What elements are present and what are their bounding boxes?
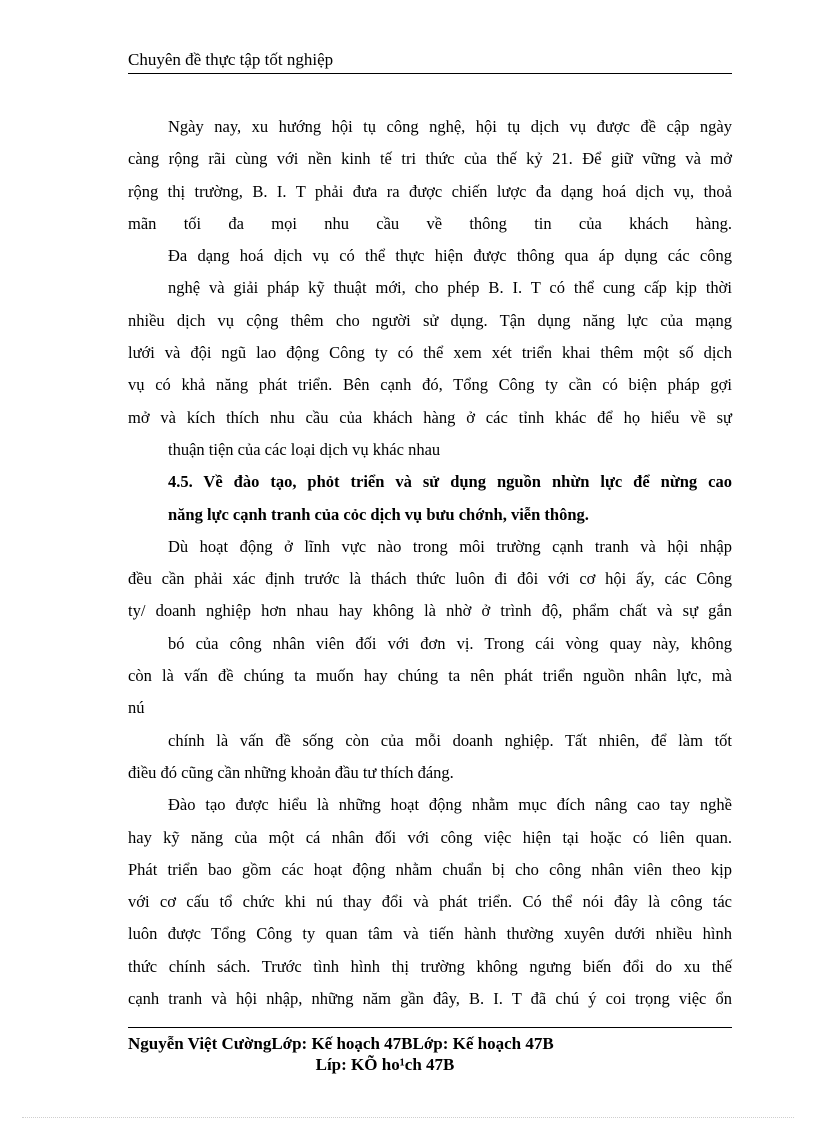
text-line: bó của công nhân viên đối với đơn vị. Trong cái vòng quay này, không xyxy=(168,633,732,653)
text-line: mở và kích thích nhu cầu của khách hàng ở các tỉnh khác để họ hiểu về sự xyxy=(128,407,732,427)
text-line: mãn tối đa mọi nhu cầu về thông tin của khách hàng. xyxy=(128,213,732,233)
text-line: càng rộng rãi cùng với nền kinh tế tri thức của thế kỷ 21. Để giữ vững và mở xyxy=(128,149,732,169)
text-line: còn là vấn đề chúng ta muốn hay chúng ta nên phát triển nguồn nhân lực, mà xyxy=(128,666,732,686)
page-header xyxy=(128,48,732,74)
text-line: lưới và đội ngũ lao động Công ty có thể xem xét triển khai thêm một số dịch xyxy=(128,343,732,363)
text-line: chính là vấn đề sống còn của mỗi doanh nghiệp. Tất nhiên, để làm tốt xyxy=(168,730,732,750)
section-heading: 4.5. Về đào tạo, phỏt triển và sử dụng nguồn nhừn lực để nừng cao xyxy=(168,472,732,492)
text-line: rộng thị trường, B. I. T phải đưa ra được chiến lược đa dạng hoá dịch vụ, thoả xyxy=(128,181,732,201)
text-line: Đào tạo được hiểu là những hoạt động nhằm mục đích nâng cao tay nghề xyxy=(168,795,732,815)
document-body xyxy=(128,111,732,1015)
text-line: nhiều dịch vụ cộng thêm cho người sử dụng. Tận dụng năng lực của mạng xyxy=(128,310,732,330)
text-line: nghệ và giải pháp kỹ thuật mới, cho phép B. I. T có thể cung cấp kịp thời xyxy=(168,278,732,298)
text-line: Phát triển bao gồm các hoạt động nhằm chuẩn bị cho công nhân viên theo kịp xyxy=(128,859,732,879)
footer-class-line: Líp: KÕ ho¹ch 47B xyxy=(315,1055,455,1074)
text-line: vụ có khả năng phát triển. Bên cạnh đó, Tổng Công ty cần có biện pháp gợi xyxy=(128,375,732,395)
page-footer xyxy=(128,1027,732,1075)
section-heading: năng lực cạnh tranh của cỏc dịch vụ bưu chớnh, viễn thông. xyxy=(168,504,589,524)
text-line: thuận tiện của các loại dịch vụ khác nhau xyxy=(168,439,441,459)
text-line: hay kỹ năng của một cá nhân đối với công việc hiện tại hoặc có liên quan. xyxy=(128,827,732,847)
text-line: luôn được Tổng Công ty quan tâm và tiến hành thường xuyên dưới nhiều hình xyxy=(128,924,732,944)
text-line: thức chính sách. Trước tình hình thị trường không ngưng biến đổi do xu thế xyxy=(128,956,732,976)
header-title: Chuyên đề thực tập tốt nghiệp xyxy=(128,50,334,69)
text-line: với cơ cấu tổ chức khi nú thay đổi và phát triển. Có thể nói đây là công tác xyxy=(128,892,732,912)
text-line: cạnh tranh và hội nhập, những năm gần đây, B. I. T đã chú ý coi trọng việc ổn xyxy=(128,989,732,1009)
text-line: nú xyxy=(128,698,145,718)
text-line: đều cần phải xác định trước là thách thức luôn đi đôi với cơ hội ấy, các Công xyxy=(128,569,732,589)
text-line: Dù hoạt động ở lĩnh vực nào trong môi trường cạnh tranh và hội nhập xyxy=(168,536,732,556)
text-line: Đa dạng hoá dịch vụ có thể thực hiện được thông qua áp dụng các công xyxy=(168,246,732,266)
page-bottom-divider xyxy=(22,1117,794,1118)
text-line: Ngày nay, xu hướng hội tụ công nghệ, hội tụ dịch vụ được đề cập ngày xyxy=(168,117,732,136)
footer-author-line: Nguyễn Việt CườngLớp: Kế hoạch 47BLớp: Kế hoạch 47B xyxy=(128,1034,554,1053)
text-line: điều đó cũng cần những khoản đầu tư thích đáng. xyxy=(128,762,454,782)
text-line: ty/ doanh nghiệp hơn nhau hay không là nhờ ở trình độ, phẩm chất và sự gắn xyxy=(128,601,732,621)
